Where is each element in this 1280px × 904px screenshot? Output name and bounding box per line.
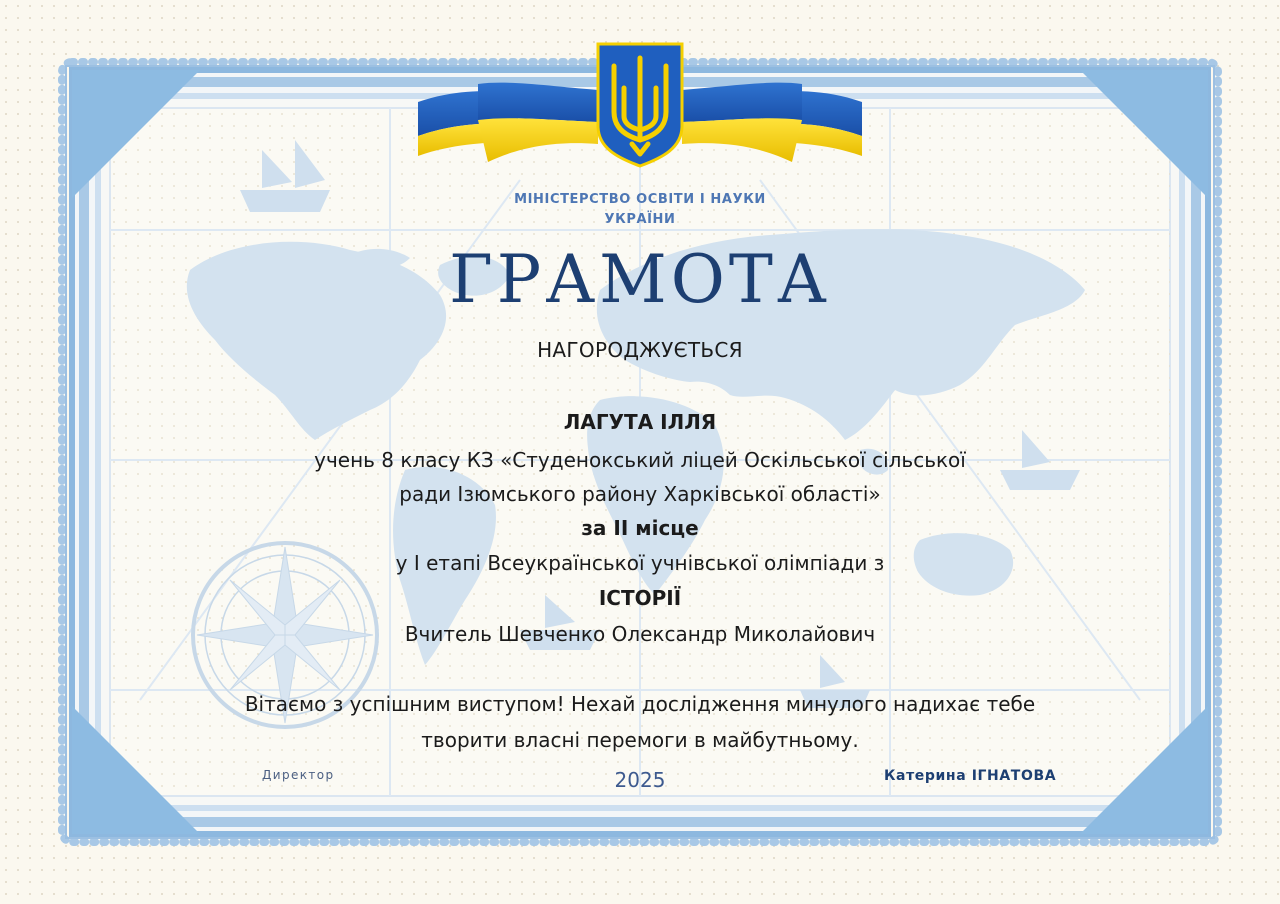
- awarded-label: НАГОРОДЖУЄТЬСЯ: [537, 338, 743, 362]
- recipient-name: ЛАГУТА ІЛЛЯ: [563, 410, 717, 434]
- description-line1: учень 8 класу КЗ «Студенокський ліцей Оскільської сільської: [314, 448, 966, 472]
- ministry-name-line1: МІНІСТЕРСТВО ОСВІТИ І НАУКИ: [514, 192, 766, 207]
- teacher-text: Вчитель Шевченко Олександр Миколайович: [404, 622, 876, 646]
- trident-coat-of-arms-icon: [598, 44, 682, 166]
- description-line2: ради Ізюмського району Харківської області»: [399, 482, 881, 506]
- stage-text: у І етапі Всеукраїнської учнівської олімпіади з: [395, 551, 885, 575]
- place-text: за ІІ місце: [581, 516, 699, 540]
- certificate-title: ГРАМОТА: [449, 241, 831, 318]
- subject-text: ІСТОРІЇ: [598, 586, 682, 610]
- year-text: 2025: [614, 768, 666, 792]
- wish-line2: творити власні перемоги в майбутньому.: [421, 728, 859, 752]
- signer-name: Катерина ІГНАТОВА: [884, 768, 1057, 784]
- wish-line1: Вітаємо з успішним виступом! Нехай дослідження минулого надихає тебе: [244, 692, 1036, 716]
- emblem: [418, 40, 862, 170]
- director-label: Директор: [262, 768, 335, 782]
- ministry-name-line2: УКРАЇНИ: [604, 212, 676, 227]
